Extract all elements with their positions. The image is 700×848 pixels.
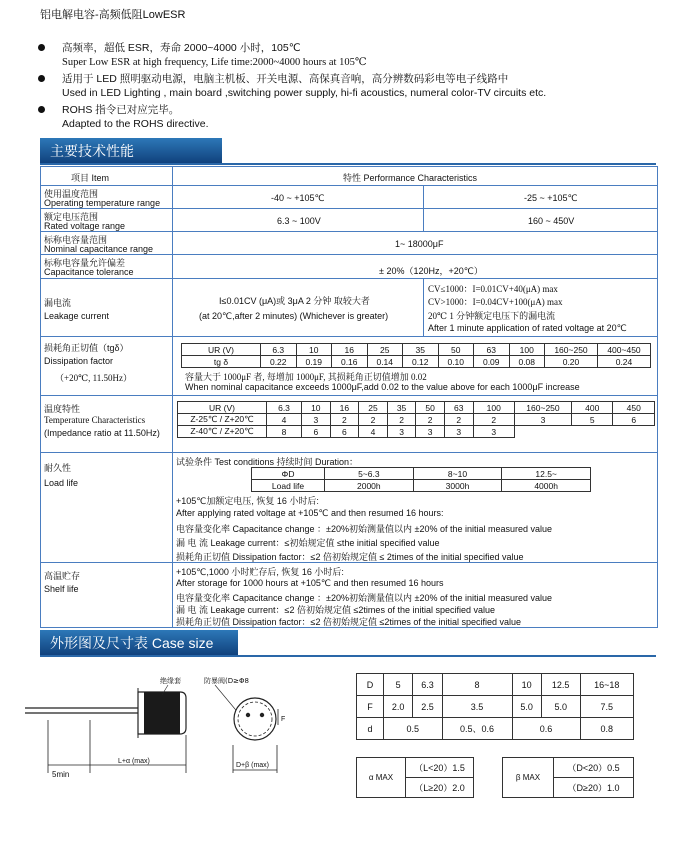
tc-cell: 2 xyxy=(473,414,514,426)
tc-head-cell: 450 xyxy=(613,402,655,414)
spec-header-row xyxy=(41,167,657,185)
dim-cell: 0.8 xyxy=(580,718,633,740)
temp-label-cn: 使用温度范围 xyxy=(44,189,99,199)
tc-head-cell: 10 xyxy=(302,402,331,414)
tc-cell: 2 xyxy=(444,414,473,426)
dim-cell: 5.0 xyxy=(512,696,541,718)
volt-value-low: 6.3 ~ 100V xyxy=(277,216,321,226)
dim-cell: D xyxy=(357,674,384,696)
tc-cell: 4 xyxy=(359,426,388,438)
alpha-label: α MAX xyxy=(357,758,406,798)
load-life-cell: 4000h xyxy=(502,480,591,492)
df-value-cell: 0.14 xyxy=(367,356,403,368)
df-value-cell: 0.19 xyxy=(296,356,332,368)
tc-head-cell: 16 xyxy=(330,402,359,414)
tc-head-cell: 400 xyxy=(571,402,612,414)
spec-row-dissipation xyxy=(41,336,657,396)
label-vent: 防暴阀(D≥Φ8 xyxy=(204,677,249,685)
df-value-cell: 0.09 xyxy=(474,356,510,368)
tc-table xyxy=(177,401,655,438)
tc-cell: 3 xyxy=(416,426,445,438)
tc-head-cell: 6.3 xyxy=(267,402,302,414)
df-head-row xyxy=(182,344,651,356)
dim-cell: 5 xyxy=(384,674,413,696)
end-line-3: 电容量变化率 Capacitance change ：±20%初始测量值以内 ±20% of the initial measured value xyxy=(176,524,553,534)
df-head-cell: 100 xyxy=(509,344,545,356)
df-value-row xyxy=(182,356,651,368)
tc-cell-empty xyxy=(613,426,655,438)
load-life-head xyxy=(252,468,591,480)
label-sleeve: 绝缘套 xyxy=(160,677,181,685)
bullet-3-cn: ROHS 指令已对应完毕。 xyxy=(62,104,180,116)
tc-cell: 3 xyxy=(387,426,416,438)
df-value-cell: 0.24 xyxy=(598,356,651,368)
shelf-label-en: Shelf life xyxy=(44,584,79,594)
df-head-cell: 400~450 xyxy=(598,344,651,356)
df-label-cn: 损耗角正切值（tgδ） xyxy=(44,343,129,353)
df-label-en: Dissipation factor xyxy=(44,356,114,366)
df-head-cell: 16 xyxy=(332,344,368,356)
tc-head-cell: 50 xyxy=(416,402,445,414)
shelf-line-2: After storage for 1000 hours at +105℃ and then resumed 16 hours xyxy=(176,578,444,588)
end-line-2: After applying rated voltage at +105℃ and then resumed 16 hours: xyxy=(176,508,444,518)
tc-cell: 3 xyxy=(473,426,514,438)
tc-cell: 4 xyxy=(267,414,302,426)
leak-right-2: CV>1000：I=0.04CV+100(μA) max xyxy=(428,297,563,307)
dim-cell: 12.5 xyxy=(541,674,580,696)
header-item: 项目 Item xyxy=(71,173,110,183)
lead-hole xyxy=(260,713,264,717)
section-title: 外形图及尺寸表 Case size xyxy=(40,630,238,656)
end-line-1: +105℃加额定电压, 恢复 16 小时后: xyxy=(176,496,319,506)
tc-cell: 6 xyxy=(330,426,359,438)
alpha-value: （L≥20）2.0 xyxy=(406,778,474,798)
alpha-value: （L<20）1.5 xyxy=(406,758,474,778)
dim-row-d-lead xyxy=(357,718,634,740)
df-value-cell: tg δ xyxy=(182,356,261,368)
df-head-cell: 63 xyxy=(474,344,510,356)
temp-value-low: -40 ~ +105℃ xyxy=(271,193,325,203)
tc-cell: Z-40℃ / Z+20℃ xyxy=(178,426,267,438)
spec-row-temperature xyxy=(41,185,657,209)
load-life-cell: Load life xyxy=(252,480,325,492)
temp-value-high: -25 ~ +105℃ xyxy=(524,193,578,203)
tc-head-cell: UR (V) xyxy=(178,402,267,414)
shelf-line-5: 损耗角正切值 Dissipation factor：≤2 倍初始规定值 ≤2times of the initial specified value xyxy=(176,617,521,627)
tc-row-40 xyxy=(178,426,655,438)
tc-label-en: Temperature Characteristics xyxy=(44,415,146,425)
end-line-5: 损耗角正切值 Dissipation factor：≤2 倍初始规定值 ≤ 2times of the initial specified value xyxy=(176,552,524,562)
dim-cell: 0.5 xyxy=(384,718,443,740)
beta-label: β MAX xyxy=(503,758,554,798)
spec-row-tolerance xyxy=(41,254,657,279)
bullet-dot xyxy=(38,106,45,113)
sleeve-fill xyxy=(144,692,180,734)
tc-cell: 6 xyxy=(302,426,331,438)
spec-table xyxy=(40,166,658,628)
df-value-cell: 0.16 xyxy=(332,356,368,368)
tc-row-25 xyxy=(178,414,655,426)
leak-label-en: Leakage current xyxy=(44,311,110,321)
tc-head-cell: 63 xyxy=(444,402,473,414)
tc-cell: 3 xyxy=(514,414,571,426)
tc-cell: 5 xyxy=(571,414,612,426)
alpha-max-table xyxy=(356,757,474,798)
load-life-cell: 2000h xyxy=(325,480,414,492)
divider xyxy=(423,209,424,232)
tc-cell: 3 xyxy=(444,426,473,438)
section-underline xyxy=(40,163,656,165)
bullet-dot xyxy=(38,75,45,82)
df-head-cell: 6.3 xyxy=(261,344,297,356)
dim-row-d xyxy=(357,674,634,696)
capacitor-outline-drawing xyxy=(20,675,300,785)
cap-label-en: Nominal capacitance range xyxy=(44,244,154,254)
leak-right-3: 20℃ 1 分钟额定电压下的漏电流 xyxy=(428,311,556,321)
df-note-cn: 容量大于 1000μF 者, 每增加 1000μF, 其损耗角正切值增加 0.02 xyxy=(185,372,427,382)
shelf-line-4: 漏 电 流 Leakage current：≤2 倍初始规定值 ≤2times of the initial specified value xyxy=(176,605,496,615)
tc-cell-empty xyxy=(514,426,571,438)
dim-cell: 5.0 xyxy=(541,696,580,718)
df-head-cell: UR (V) xyxy=(182,344,261,356)
dim-cell: 7.5 xyxy=(580,696,633,718)
section-title: 主要技术性能 xyxy=(40,138,222,164)
bullet-1-en: Super Low ESR at high frequency, Life time:2000~4000 hours at 105℃ xyxy=(62,57,367,68)
dim-cell: 8 xyxy=(442,674,512,696)
bullet-1-cn: 高频率，超低 ESR，寿命 2000~4000 小时，105℃ xyxy=(62,42,301,54)
df-head-cell: 160~250 xyxy=(545,344,598,356)
tol-value: ± 20%（120Hz，+20℃） xyxy=(379,266,483,276)
bullet-2-en: Used in LED Lighting , main board ,switching power supply, hi-fi acoustics, numeral color-TV circuits etc. xyxy=(62,87,547,99)
leak-left-1: I≤0.01CV (μA)或 3μA 2 分钟 取较大者 xyxy=(219,296,370,306)
tc-head-cell: 100 xyxy=(473,402,514,414)
df-value-cell: 0.22 xyxy=(261,356,297,368)
section-header-specs xyxy=(40,138,656,164)
lead-hole xyxy=(246,713,250,717)
leak-right-1: CV≤1000：I=0.01CV+40(μA) max xyxy=(428,284,558,294)
df-note-en: When nominal capacitance exceeds 1000μF,add 0.02 to the value above for each 1000μF increase xyxy=(185,382,580,392)
shelf-label-cn: 高温贮存 xyxy=(44,571,81,581)
load-life-cell: ΦD xyxy=(252,468,325,480)
tc-cell: 2 xyxy=(416,414,445,426)
df-value-cell: 0.20 xyxy=(545,356,598,368)
tc-cell: 2 xyxy=(359,414,388,426)
divider xyxy=(423,279,424,337)
beta-max-table xyxy=(502,757,634,798)
beta-value: （D≥20）1.0 xyxy=(554,778,634,798)
dim-cell: 0.5、0.6 xyxy=(442,718,512,740)
tc-head-cell: 35 xyxy=(387,402,416,414)
df-head-cell: 50 xyxy=(438,344,474,356)
doc-title: 铝电解电容-高频低阻LowESR xyxy=(40,9,186,21)
beta-row-1 xyxy=(503,758,634,778)
section-underline xyxy=(40,655,656,657)
bullet-3-en: Adapted to the ROHS directive. xyxy=(62,118,209,130)
divider xyxy=(423,186,424,209)
load-life-table xyxy=(251,467,591,492)
dim-cell: 3.5 xyxy=(442,696,512,718)
volt-value-high: 160 ~ 450V xyxy=(528,216,575,226)
tc-cell: 8 xyxy=(267,426,302,438)
section-header-case xyxy=(40,630,656,656)
spec-row-endurance xyxy=(41,452,657,563)
tc-cell: Z-25℃ / Z+20℃ xyxy=(178,414,267,426)
temp-label-en: Operating temperature range xyxy=(44,198,161,208)
end-label-en: Load life xyxy=(44,478,79,488)
spec-row-capacitance xyxy=(41,231,657,255)
dim-cell: 2.5 xyxy=(413,696,442,718)
load-life-cell: 12.5~ xyxy=(502,468,591,480)
tc-label-en2: (Impedance ratio at 11.50Hz) xyxy=(44,428,160,438)
df-value-cell: 0.10 xyxy=(438,356,474,368)
spec-row-voltage xyxy=(41,208,657,232)
beta-value: （D<20）0.5 xyxy=(554,758,634,778)
dim-cell: 2.0 xyxy=(384,696,413,718)
spec-row-leakage xyxy=(41,278,657,337)
dim-cell: F xyxy=(357,696,384,718)
cap-value: 1~ 18000μF xyxy=(395,239,444,249)
volt-label-cn: 额定电压范围 xyxy=(44,212,99,222)
df-value-cell: 0.12 xyxy=(403,356,439,368)
spec-row-shelf xyxy=(41,562,657,628)
volt-label-en: Rated voltage range xyxy=(44,221,126,231)
tc-head-cell: 160~250 xyxy=(514,402,571,414)
end-conditions: 试验条件 Test conditions 持续时间 Duration： xyxy=(176,457,359,467)
dim-label-diameter: D+β (max) xyxy=(236,762,270,769)
header-performance: 特性 Performance Characteristics xyxy=(343,173,478,183)
alpha-row-1 xyxy=(357,758,474,778)
end-view-outer xyxy=(234,698,276,740)
tol-label-en: Capacitance tolerance xyxy=(44,267,134,277)
bullet-2-cn: 适用于 LED 照明驱动电源，电脑主机板、开关电源、高保真音响，高分辨数码彩电等电子线路中 xyxy=(62,73,509,85)
df-head-cell: 10 xyxy=(296,344,332,356)
shelf-line-3: 电容量变化率 Capacitance change ：±20%初始测量值以内 ±20% of the initial measured value xyxy=(176,593,553,603)
df-head-cell: 35 xyxy=(403,344,439,356)
dim-cell: 0.6 xyxy=(512,718,580,740)
df-value-cell: 0.08 xyxy=(509,356,545,368)
tc-label-cn: 温度特性 xyxy=(44,404,81,414)
dim-cell: 10 xyxy=(512,674,541,696)
df-head-cell: 25 xyxy=(367,344,403,356)
load-life-row xyxy=(252,480,591,492)
shelf-line-1: +105℃,1000 小时贮存后, 恢复 16 小时后: xyxy=(176,567,344,577)
dim-cell: d xyxy=(357,718,384,740)
tc-cell-empty xyxy=(571,426,612,438)
end-line-4: 漏 电 流 Leakage current：≤初始规定值 ≤the initial specified value xyxy=(176,538,440,548)
leak-right-4: After 1 minute application of rated voltage at 20℃ xyxy=(428,323,627,333)
bullet-dot xyxy=(38,44,45,51)
tc-head-row xyxy=(178,402,655,414)
dim-row-f xyxy=(357,696,634,718)
dim-label-5min: 5min xyxy=(52,770,70,779)
tc-head-cell: 25 xyxy=(359,402,388,414)
tol-label-cn: 标称电容量允许偏差 xyxy=(44,258,126,268)
load-life-cell: 5~6.3 xyxy=(325,468,414,480)
dimension-table xyxy=(356,673,634,740)
dim-cell: 16~18 xyxy=(580,674,633,696)
spec-row-temp-char xyxy=(41,395,657,453)
df-table xyxy=(181,343,651,368)
dim-label-length: L+α (max) xyxy=(118,758,150,765)
end-label-cn: 耐久性 xyxy=(44,463,72,473)
tc-cell: 3 xyxy=(302,414,331,426)
tc-cell: 6 xyxy=(613,414,655,426)
load-life-cell: 3000h xyxy=(413,480,502,492)
cap-label-cn: 标称电容量范围 xyxy=(44,235,108,245)
leak-left-2: (at 20℃,after 2 minutes) (Whichever is greater) xyxy=(199,311,389,321)
dim-cell: 6.3 xyxy=(413,674,442,696)
load-life-cell: 8~10 xyxy=(413,468,502,480)
label-f: F xyxy=(281,716,286,723)
df-condition: （+20℃, 11.50Hz） xyxy=(55,373,133,383)
tc-cell: 2 xyxy=(330,414,359,426)
leak-label-cn: 漏电流 xyxy=(44,298,72,308)
tc-cell: 2 xyxy=(387,414,416,426)
